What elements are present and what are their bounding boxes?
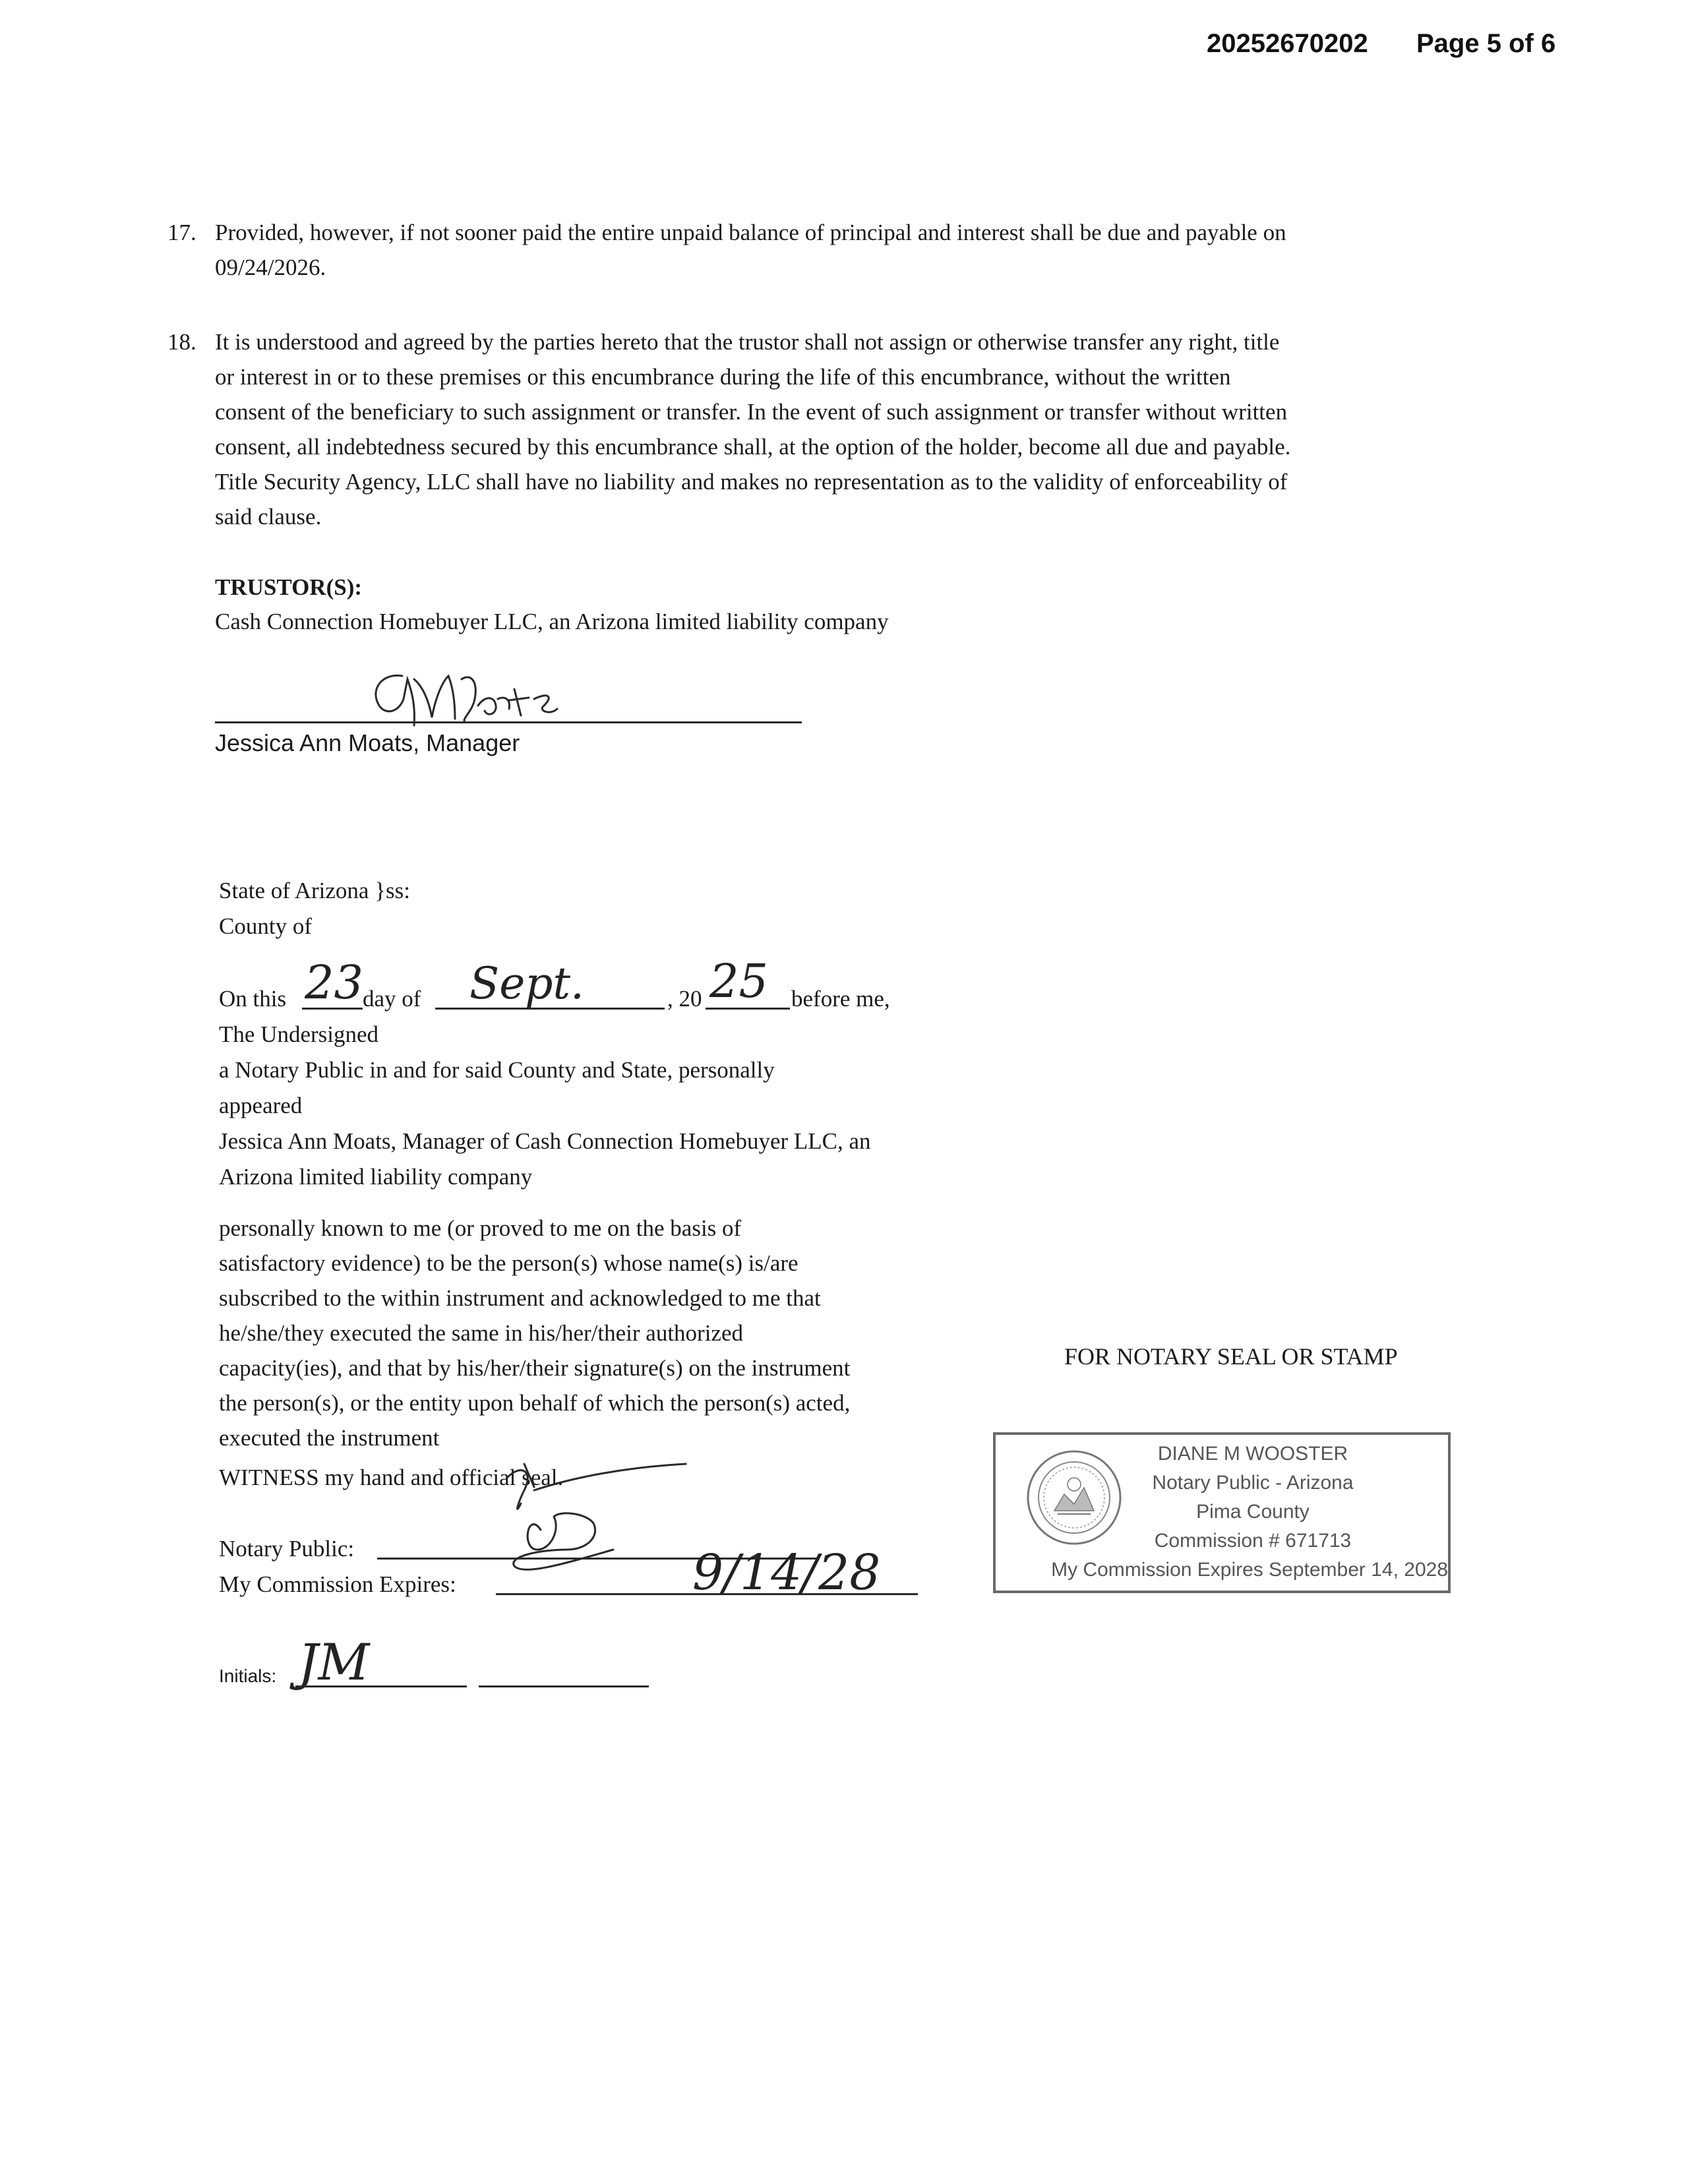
stamp-notary-title: Notary Public - Arizona: [1152, 1472, 1354, 1494]
before-me-label: before me,: [791, 986, 890, 1012]
arizona-seal-icon: [1025, 1448, 1124, 1547]
acknowledgment-body-line: he/she/they executed the same in his/her/their authorized: [219, 1320, 743, 1346]
clause-18-number: 18.: [167, 329, 196, 355]
day-of-label: day of: [363, 986, 421, 1012]
handwritten-day: 23: [305, 956, 364, 1010]
initials-line-2: [479, 1685, 649, 1687]
stamp-county: Pima County: [1196, 1501, 1310, 1523]
undersigned-line: The Undersigned: [219, 1021, 379, 1047]
clause-17-text: [215, 215, 1488, 285]
acknowledgment-county: County of: [219, 913, 312, 939]
acknowledgment-body-line: subscribed to the within instrument and acknowledged to me that: [219, 1285, 821, 1311]
on-this-label: On this: [219, 986, 287, 1012]
notary-line-2: appeared: [219, 1093, 303, 1118]
clause-18-line: said clause.: [215, 504, 322, 530]
clause-18-text: [215, 324, 1488, 534]
appeared-line-1: Jessica Ann Moats, Manager of Cash Connection Homebuyer LLC, an: [219, 1128, 871, 1154]
acknowledgment-body-line: satisfactory evidence) to be the person(s) whose name(s) is/are: [219, 1250, 799, 1276]
witness-line: WITNESS my hand and official seal.: [219, 1465, 564, 1490]
trustor-signature-line: [215, 721, 802, 723]
day-underline: [302, 1008, 363, 1010]
handwritten-month: Sept.: [469, 958, 585, 1009]
clause-18-line: consent, all indebtedness secured by this encumbrance shall, at the option of the holder, become all due and payable.: [215, 434, 1291, 460]
month-underline: [435, 1008, 665, 1010]
stamp-notary-name: DIANE M WOOSTER: [1157, 1443, 1348, 1465]
appeared-line-2: Arizona limited liability company: [219, 1164, 533, 1190]
clause-17-line: Provided, however, if not sooner paid the entire unpaid balance of principal and interest shall be due and payable on: [215, 220, 1286, 245]
acknowledgment-body-line: the person(s), or the entity upon behalf of which the person(s) acted,: [219, 1390, 851, 1416]
year-prefix: , 20: [667, 986, 702, 1012]
clause-17-line: 09/24/2026.: [215, 255, 326, 280]
clause-18-line: consent of the beneficiary to such assignment or transfer. In the event of such assignment or transfer without written: [215, 399, 1288, 425]
clause-17-number: 17.: [167, 220, 196, 245]
stamp-commission-expires: My Commission Expires September 14, 2028: [1051, 1559, 1448, 1581]
clause-18-line: Title Security Agency, LLC shall have no liability and makes no representation as to the validity of enforceability of: [215, 469, 1288, 495]
trustor-heading: TRUSTOR(S):: [215, 574, 363, 600]
acknowledgment-body-line: personally known to me (or proved to me on the basis of: [219, 1215, 742, 1241]
handwritten-commission-date: 9/14/28: [692, 1544, 881, 1601]
notary-stamp: [993, 1432, 1451, 1593]
document-number: 20252670202: [1207, 29, 1368, 58]
notary-signature-mark: [462, 1451, 765, 1583]
acknowledgment-body-line: executed the instrument: [219, 1425, 440, 1451]
handwritten-initials: JM: [298, 1633, 370, 1691]
notary-public-label: Notary Public:: [219, 1536, 355, 1562]
trustor-signer: Jessica Ann Moats, Manager: [215, 729, 520, 756]
page-indicator: Page 5 of 6: [1416, 29, 1556, 58]
stamp-commission-number: Commission # 671713: [1154, 1530, 1352, 1552]
notary-seal-caption: FOR NOTARY SEAL OR STAMP: [1064, 1343, 1398, 1370]
acknowledgment-body-line: capacity(ies), and that by his/her/their signature(s) on the instrument: [219, 1355, 851, 1381]
handwritten-year: 25: [709, 954, 769, 1008]
notary-line-1: a Notary Public in and for said County and State, personally: [219, 1057, 775, 1083]
initials-label: Initials:: [219, 1666, 277, 1686]
year-underline: [706, 1008, 790, 1010]
commission-expires-label: My Commission Expires:: [219, 1571, 456, 1597]
trustor-entity: Cash Connection Homebuyer LLC, an Arizona limited liability company: [215, 609, 889, 634]
acknowledgment-state: State of Arizona }ss:: [219, 878, 410, 903]
acknowledgment-body: [219, 1211, 984, 1455]
initials-line-1: [295, 1685, 467, 1687]
clause-18-line: It is understood and agreed by the parties hereto that the trustor shall not assign or otherwise transfer any right, title: [215, 329, 1280, 355]
clause-18-line: or interest in or to these premises or this encumbrance during the life of this encumbrance, without the written: [215, 364, 1231, 390]
